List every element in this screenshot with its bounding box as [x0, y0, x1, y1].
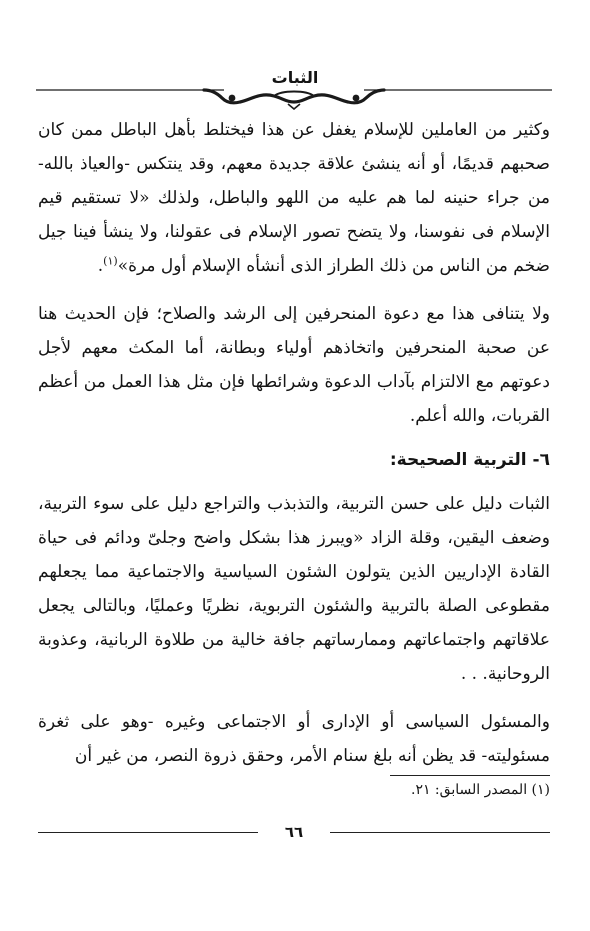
- paragraph-end-punctuation: .: [97, 256, 104, 276]
- paragraph: والمسئول السياسى أو الإدارى أو الاجتماعى وغيره -وهو على ثغرة مسئوليته- قد يظن أنه بلغ سنام الأمر، وحقق ذروة النصر، من غير أن: [38, 712, 550, 766]
- main-text: [38, 113, 550, 773]
- section-heading: ٦- التربية الصحيحة:: [389, 450, 550, 470]
- footnote: (١) المصدر السابق: ٢١.: [410, 782, 550, 798]
- header-ornament: [36, 84, 552, 110]
- paragraph: ولا يتنافى هذا مع دعوة المنحرفين إلى الرشد والصلاح؛ فإن الحديث هنا عن صحبة المنحرفين واتخاذهم أولياء وبطانة، أما المكث معهم لأجل دعوتهم مع الالتزام بآداب الدعوة وشرائطها فإن مثل هذا العمل من أعظم القربات، والله أعلم.: [38, 304, 550, 426]
- running-header-title: الثبات: [271, 68, 319, 87]
- paragraph-text: وكثير من العاملين للإسلام يغفل عن هذا فيختلط بأهل الباطل ممن كان صحبهم قديمًا، أو أنه ينشئ علاقة جديدة معهم، وقد ينتكس -والعياذ بالله- من جراء حنينه لما هم عليه من اللهو والباطل، ولذلك «لا تستقيم قيم الإسلام فى نفوسنا، ولا يتضح تصور الإسلام فى عقولنا، ولا ينشأ فينا جيل ضخم من الناس من ذلك الطراز الذى أنشأه الإسلام أول مرة»: [38, 120, 550, 276]
- page-number: ٦٦: [284, 823, 304, 841]
- paragraph: [38, 113, 550, 283]
- page-footer: [38, 822, 550, 842]
- paragraph: الثبات دليل على حسن التربية، والتذبذب والتراجع دليل على سوء التربية، وضعف اليقين، وقلة الزاد «ويبرز هذا بشكل واضح وجلىّ ودائم فى حياة القادة الإداريين الذين يتولون الشئون السياسية والاجتماعية مما يجعلهم مقطوعى الصلة بالتربية والشئون التربوية، نظريًا وعمليًا، وبالتالى يجعل علاقاتهم واجتماعاتهم وممارساتهم جافة خالية من طلاوة الربانية، وعذوبة الروحانية. . .: [38, 494, 550, 684]
- footnote-reference: (١): [103, 254, 118, 268]
- footnote-separator: [390, 775, 550, 776]
